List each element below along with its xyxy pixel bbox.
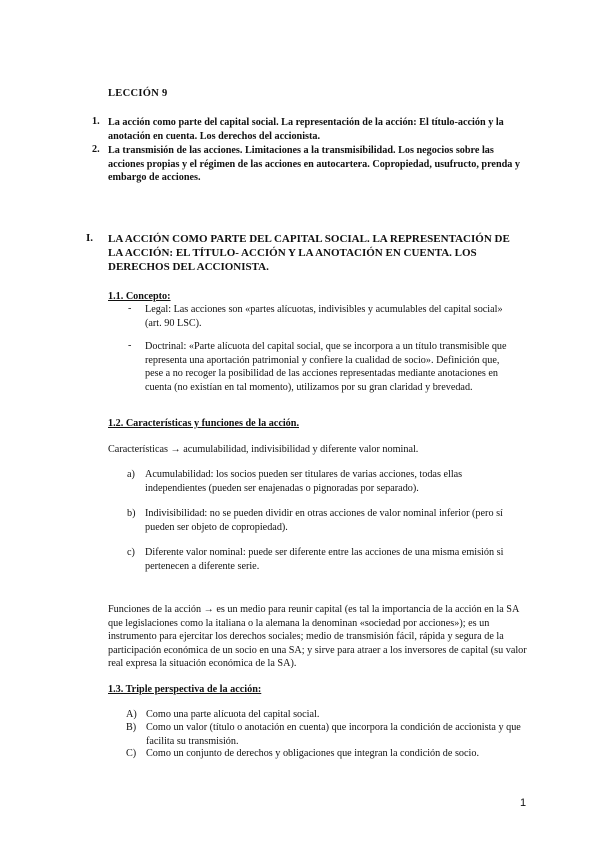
section-title: LA ACCIÓN COMO PARTE DEL CAPITAL SOCIAL. LA REPRESENTACIÓN DE LA ACCIÓN: EL TÍTULO- ACCIÓN Y LA ANOTACIÓN EN CUENTA. LOS DERECHOS DEL ACCIONISTA.: [108, 233, 510, 274]
functions-paragraph: Funciones de la acción → es un medio para reunir capital (es tal la importancia de la acción en la SA que legislaciones como la italiana o la alemana la denominan «sociedad por acciones»); es un instrumento para ejercitar los derechos sociales; medio de transmisión fácil, rápida y segura de la participación económica de un socio en una SA; y sirve para atraer a los inversores de capital (su valor real expresa la situación económica de la SA).: [108, 604, 527, 670]
characteristic-c-text: Diferente valor nominal: puede ser diferente entre las acciones de una misma emisión si pertenecen a diferente serie.: [145, 547, 504, 572]
toc-item-2-number: 2.: [92, 144, 100, 155]
page-number: 1: [520, 797, 527, 809]
perspective-a-text: Como una parte alícuota del capital social.: [146, 709, 320, 720]
subsection-1-2-heading: 1.2. Características y funciones de la acción.: [108, 418, 299, 429]
lesson-title: LECCIÓN 9: [108, 88, 168, 99]
characteristic-b-text: Indivisibilidad: no se pueden dividir en otras acciones de valor nominal inferior (pero sí pueden ser objeto de copropiedad).: [145, 508, 503, 533]
perspective-b-text: Como un valor (título o anotación en cuenta) que incorpora la condición de accionista y que facilita su transmisión.: [146, 722, 521, 747]
toc-item-1-text: La acción como parte del capital social. La representación de la acción: El título-acción y la anotación en cuenta. Los derechos del accionista.: [108, 117, 504, 142]
characteristic-b-letter: b): [127, 508, 136, 519]
subsection-1-3-heading: 1.3. Triple perspectiva de la acción:: [108, 684, 262, 695]
characteristic-a-text: Acumulabilidad: los socios pueden ser titulares de varias acciones, todas ellas independientes (pueden ser enajenadas o pignoradas por separado).: [145, 469, 463, 494]
perspective-a-letter: A): [126, 709, 137, 720]
concept-legal-dash: -: [128, 303, 132, 314]
perspective-c-text: Como un conjunto de derechos y obligaciones que integran la condición de socio.: [146, 748, 479, 759]
characteristic-c-letter: c): [127, 547, 135, 558]
characteristic-a-letter: a): [127, 469, 135, 480]
perspective-b-letter: B): [126, 722, 137, 733]
subsection-1-1-heading: 1.1. Concepto:: [108, 291, 171, 302]
toc-item-2-text: La transmisión de las acciones. Limitaciones a la transmisibilidad. Los negocios sobre las acciones propias y el régimen de las acciones en autocartera. Copropiedad, usufructo, prenda y embargo de acciones.: [108, 145, 521, 184]
concept-legal-text: Legal: Las acciones son «partes alícuotas, indivisibles y acumulables del capital social» (art. 90 LSC).: [145, 304, 503, 329]
concept-doctrinal-dash: -: [128, 340, 132, 351]
perspective-c-letter: C): [126, 748, 137, 759]
characteristics-intro: Características → acumulabilidad, indivisibilidad y diferente valor nominal.: [108, 444, 419, 455]
concept-doctrinal-text: Doctrinal: «Parte alícuota del capital social, que se incorpora a un título transmisible que representa una aportación patrimonial y confiere la cualidad de socio». Definición que, pese a no recoger la posibilidad de las acciones representadas mediante anotaciones en cuenta (no existían en tal momento), utilizamos por su gran claridad y brevedad.: [145, 341, 507, 393]
toc-item-1-number: 1.: [92, 116, 100, 127]
section-number: I.: [86, 232, 94, 244]
